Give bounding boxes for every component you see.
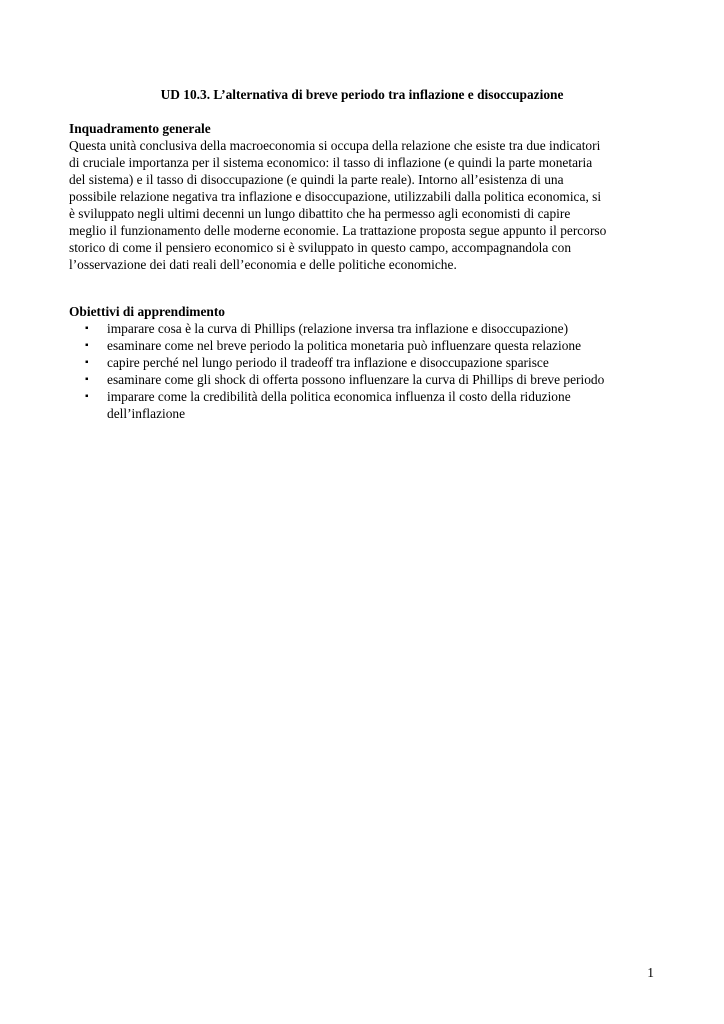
intro-line: meglio il funzionamento delle moderne economie. La trattazione proposta segue appunto il percorso [69,223,607,238]
list-item-text: imparare cosa è la curva di Phillips (relazione inversa tra inflazione e disoccupazione) [107,321,569,336]
intro-line: storico di come il pensiero economico si è sviluppato in questo campo, accompagnandola con [69,240,572,255]
intro-paragraph [69,137,659,273]
list-item [69,354,659,371]
list-item [69,320,659,337]
intro-line: del sistema) e il tasso di disoccupazione (e quindi la parte reale). Intorno all’esistenza di una [69,172,564,187]
list-item-text: esaminare come nel breve periodo la politica monetaria può influenzare questa relazione [107,338,582,353]
list-item-text: imparare come la credibilità della politica economica influenza il costo della riduzione [107,389,571,404]
list-item [69,388,659,422]
bullet-icon: ▪ [85,357,89,368]
list-item [69,371,659,388]
objectives-section [69,303,659,422]
intro-section [69,120,659,273]
intro-heading: Inquadramento generale [69,121,211,136]
intro-line: di cruciale importanza per il sistema economico: il tasso di inflazione (e quindi la parte monetaria [69,155,593,170]
objectives-list [69,320,659,422]
objectives-heading: Obiettivi di apprendimento [69,304,225,319]
bullet-icon: ▪ [85,323,89,334]
intro-line: possibile relazione negativa tra inflazione e disoccupazione, utilizzabili dalla politica economica, si [69,189,602,204]
intro-line: l’osservazione dei dati reali dell’economia e delle politiche economiche. [69,257,457,272]
list-item-text: esaminare come gli shock di offerta possono influenzare la curva di Phillips di breve periodo [107,372,605,387]
intro-line: è sviluppato negli ultimi decenni un lungo dibattito che ha permesso agli economisti di capire [69,206,571,221]
bullet-icon: ▪ [85,374,89,385]
bullet-icon: ▪ [85,340,89,351]
intro-line: Questa unità conclusiva della macroeconomia si occupa della relazione che esiste tra due indicatori [69,138,601,153]
document-title: UD 10.3. L’alternativa di breve periodo tra inflazione e disoccupazione [160,87,564,102]
list-item [69,337,659,354]
page-number: 1 [647,965,654,980]
list-item-text: dell’inflazione [107,406,186,421]
bullet-icon: ▪ [85,391,89,402]
list-item-text: capire perché nel lungo periodo il tradeoff tra inflazione e disoccupazione sparisce [107,355,549,370]
